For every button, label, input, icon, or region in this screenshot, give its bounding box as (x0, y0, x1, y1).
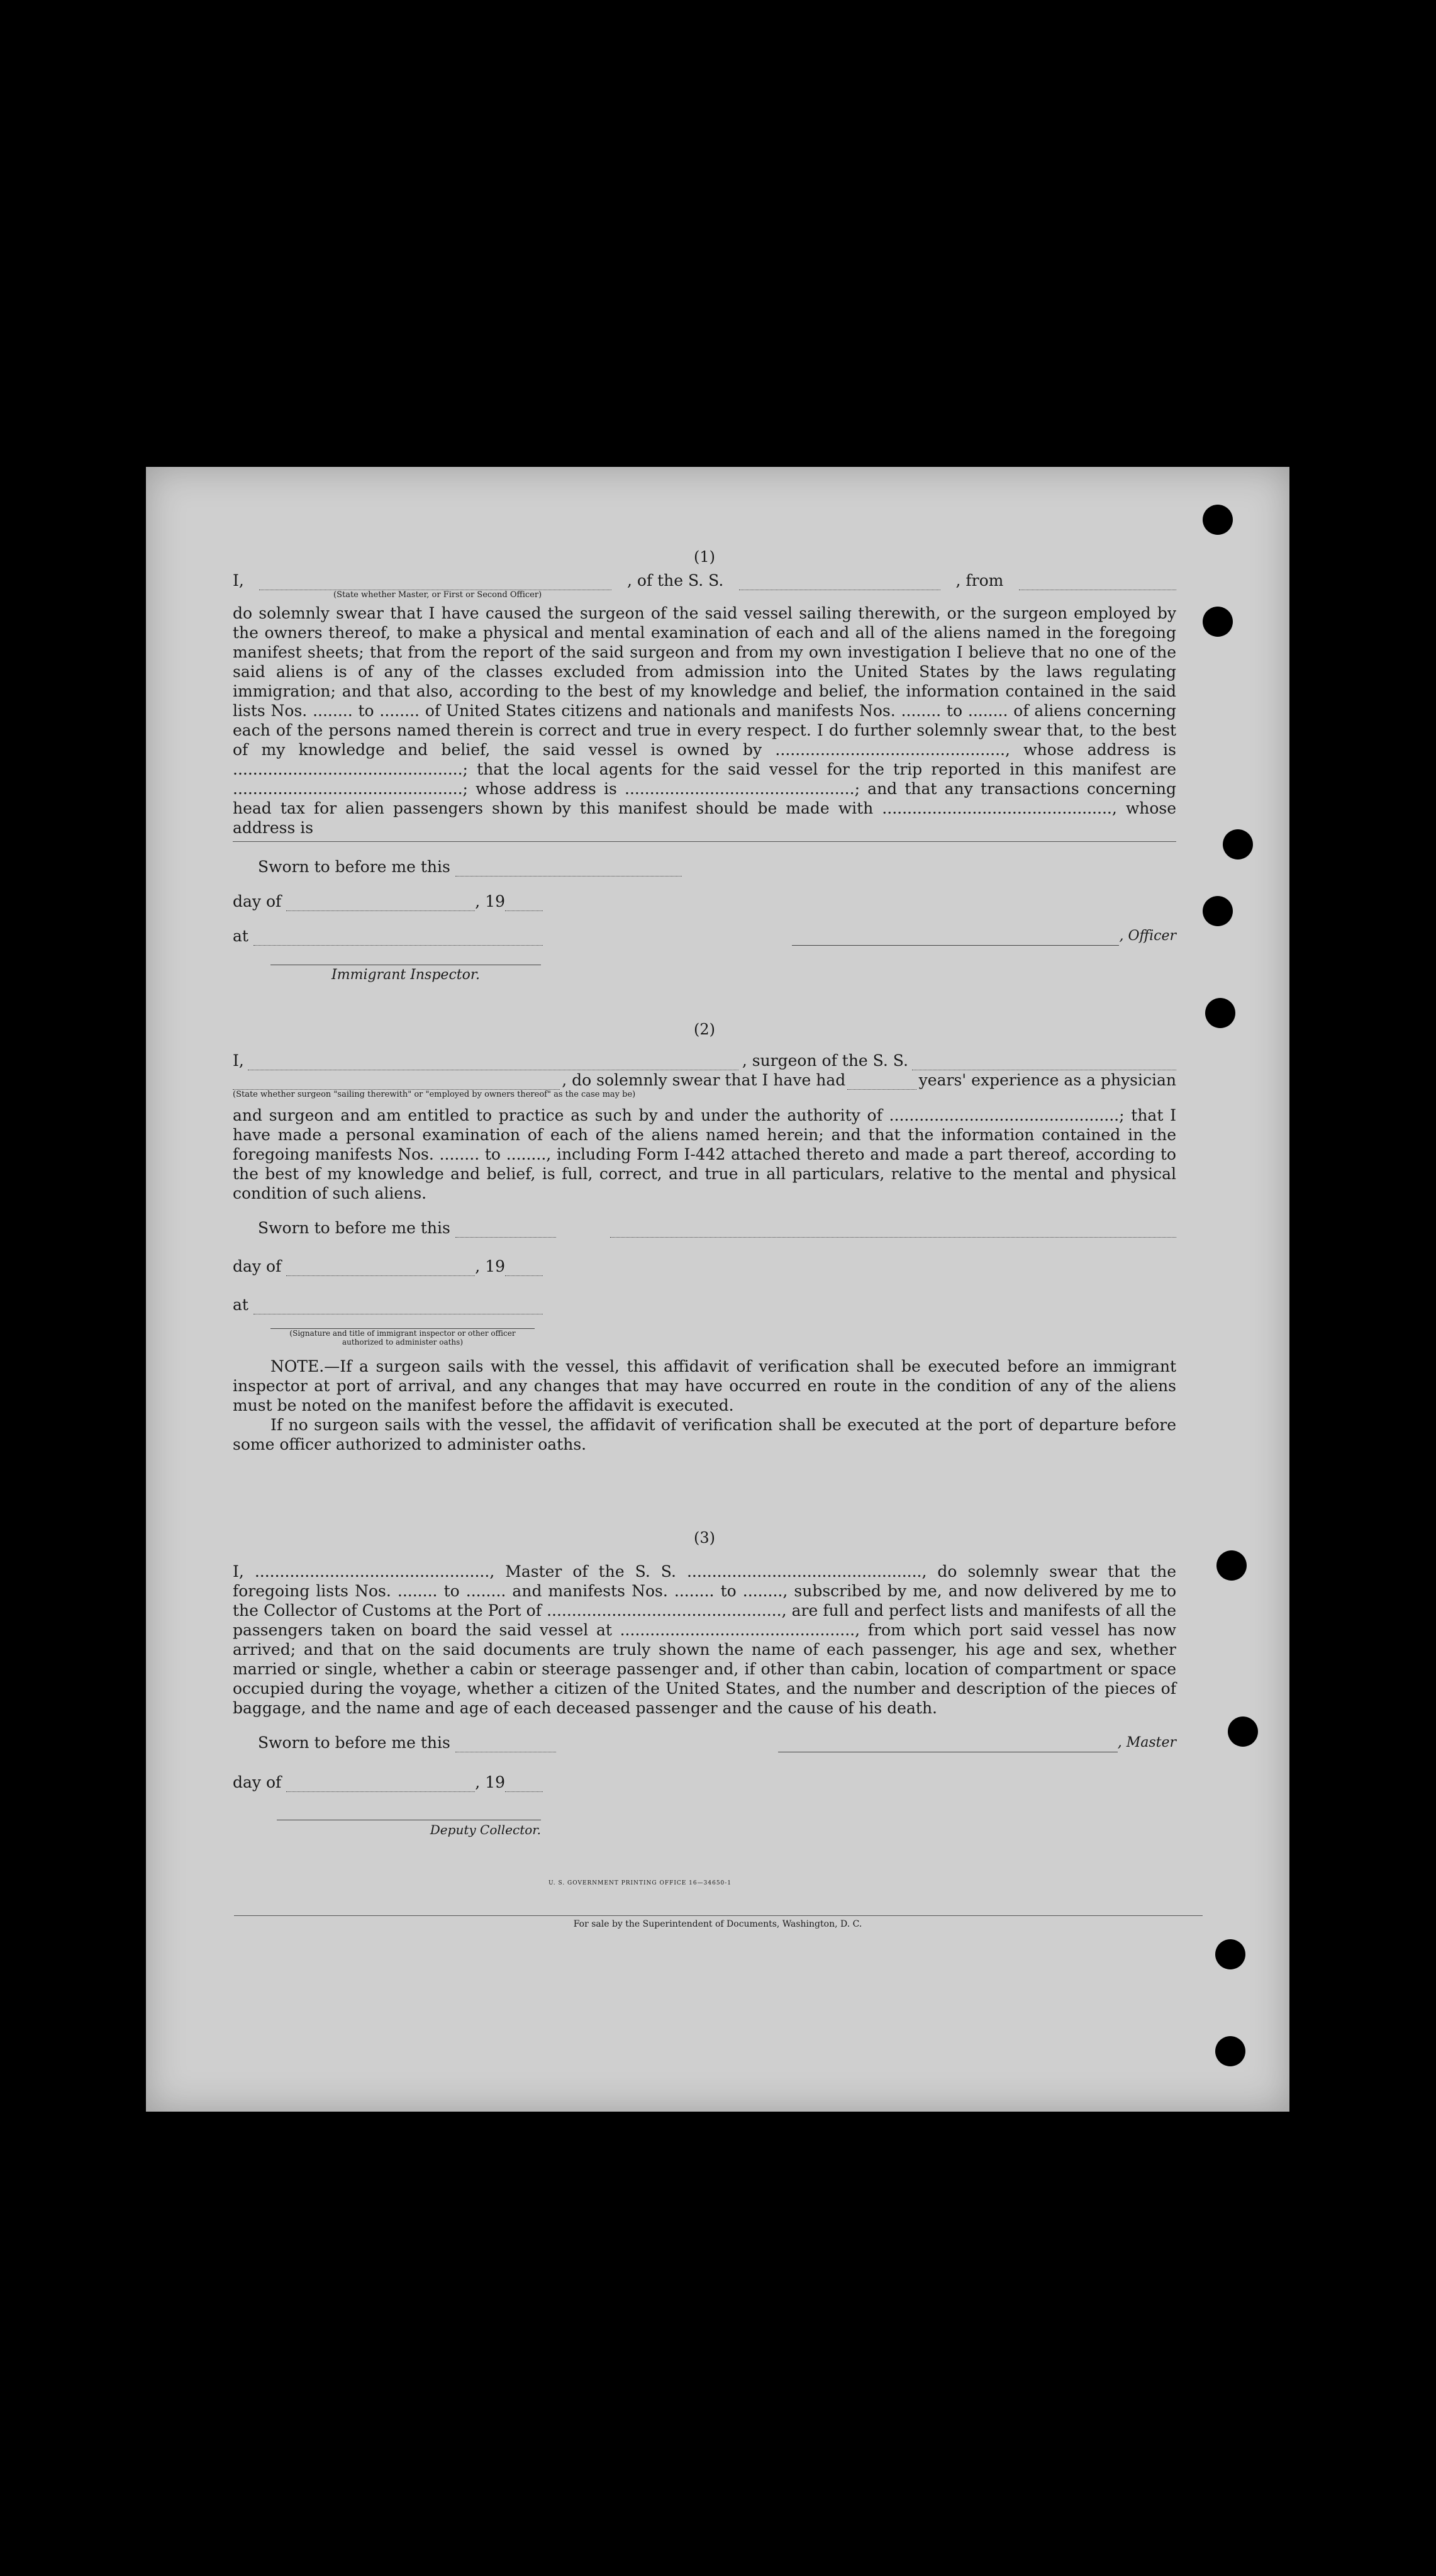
section-2-caption: (State whether surgeon "sailing therewith" or "employed by owners thereof" as the case may be) (233, 1090, 636, 1099)
at-place-field (253, 934, 543, 946)
sworn-label: Sworn to before me this (258, 858, 450, 876)
printer-imprint: U. S. GOVERNMENT PRINTING OFFICE 16—34650-1 (548, 1880, 732, 1886)
surgeon-signature-field (610, 1226, 1176, 1238)
master-signature-field (778, 1740, 1118, 1752)
surgeon-vessel-field (912, 1058, 1176, 1070)
note-2: If no surgeon sails with the vessel, the affidavit of verification shall be executed at the port of departure before some officer authorized to administer oaths. (233, 1416, 1176, 1453)
surgeon-status-field (233, 1078, 560, 1090)
punch-hole (1203, 607, 1233, 637)
footer-text: For sale by the Superintendent of Documents, Washington, D. C. (573, 1919, 862, 1929)
section-3-number: (3) (694, 1529, 715, 1547)
day-line-3 (233, 1772, 1176, 1792)
manifest-back-page (146, 467, 1289, 2112)
section-1-number: (1) (694, 548, 715, 566)
day-line-1 (233, 892, 1176, 911)
punch-hole (1223, 829, 1253, 860)
surgeon-of-ss-label: , surgeon of the S. S. (742, 1051, 908, 1070)
footer-rule (234, 1915, 1203, 1916)
sworn-day-field (455, 865, 682, 876)
section-2-prefix: I, (233, 1051, 244, 1070)
surgeon-name-field (248, 1058, 738, 1070)
section-2-swear-line (233, 1070, 1176, 1090)
punch-hole (1203, 896, 1233, 926)
section-1-body: do solemnly swear that I have caused the surgeon of the said vessel sailing therewith, or the surgeon employed by the owners thereof, to make a physical and mental examination of each and all of the aliens named in the foregoing manifest sheets; that from the report of the said surgeon and from my own investigation I believe that no one of the said aliens is of any of the classes excluded from admission into the United States by the laws regulating immigration; and that also, according to the best of my knowledge and belief, the information contained in the said lists Nos. ........ to ........ of United States citizens and nationals and manifests Nos. ........ to ........ of aliens concerning each of the persons named therein is correct and true in every respect. I do further solemnly swear that, to the best of my knowledge and belief, the said vessel is owned by .............................................., whose address is ..............................................; that the local agents for the said vessel for the trip reported in this manifest are ..............................................; whose address is ..............................................; and that any transactions concerning head tax for alien passengers shown by this manifest should be made with .............................................., whose address is (233, 604, 1176, 837)
officer-label: , Officer (1119, 928, 1176, 944)
punch-hole (1203, 505, 1233, 535)
years-field (847, 1078, 916, 1090)
sworn-line-2 (233, 1218, 1176, 1238)
section-1-header-line (233, 571, 1176, 590)
punch-hole (1215, 1939, 1245, 1969)
year-field (505, 899, 543, 911)
at-place-field-2 (253, 1302, 543, 1314)
month-field-2 (286, 1264, 475, 1276)
signature-caption: (Signature and title of immigrant inspector or other officer authorized to administer oaths) (289, 1329, 516, 1347)
sworn-label-3: Sworn to before me this (258, 1733, 450, 1752)
punch-hole (1228, 1716, 1258, 1747)
month-field-3 (286, 1780, 475, 1792)
at-line-2 (233, 1295, 1176, 1314)
swear-label: , do solemnly swear that I have had (562, 1071, 846, 1089)
section-2-header-line (233, 1051, 1176, 1070)
at-line-1 (233, 926, 1176, 946)
from-port-field (1019, 578, 1176, 590)
officer-name-field (259, 578, 611, 590)
vessel-name-field (739, 578, 940, 590)
officer-signature-field (792, 934, 1119, 946)
note-1: NOTE.—If a surgeon sails with the vessel, this affidavit of verification shall be executed before an immigrant inspector at port of arrival, and any changes that may have occurred en route in the condition of any of the aliens must be noted on the manifest before the affidavit is executed. (233, 1357, 1176, 1414)
punch-hole (1215, 2036, 1245, 2066)
day-of-label: day of (233, 892, 282, 910)
section-2-body: and surgeon and am entitled to practice as such by and under the authority of ..............................................; that I have made a personal examination of each of the aliens named herein; and that the information contained in the foregoing manifests Nos. ........ to ........, including Form I-442 attached thereto and made a part thereof, according to the best of my knowledge and belief, is full, correct, and true in all particulars, relative to the mental and physical condition of such aliens. (233, 1106, 1176, 1202)
sworn-label-2: Sworn to before me this (258, 1219, 450, 1237)
inspector-label: Immigrant Inspector. (331, 967, 480, 983)
at-label: at (233, 927, 248, 945)
day-line-2 (233, 1257, 1176, 1276)
month-field (286, 899, 475, 911)
from-label: , from (955, 571, 1004, 590)
sworn-day-field-2 (455, 1226, 556, 1238)
section-2-number: (2) (694, 1021, 715, 1038)
sworn-day-field-3 (455, 1740, 556, 1752)
section-1-caption: (State whether Master, or First or Second Officer) (333, 590, 542, 600)
deputy-label: Deputy Collector. (430, 1822, 541, 1837)
year-field-2 (505, 1264, 543, 1276)
year-field-3 (505, 1780, 543, 1792)
year-label: , 19 (475, 892, 506, 910)
punch-hole (1205, 998, 1235, 1028)
punch-hole (1216, 1550, 1247, 1581)
at-label-2: at (233, 1296, 248, 1314)
affidavits (233, 542, 1176, 1840)
day-of-label-2: day of (233, 1257, 282, 1275)
sworn-line-3 (233, 1733, 1176, 1752)
section-3-body: I, ..............................................., Master of the S. S. ..............................................., do solemnly swear that the foregoing lists Nos. ........ to ........ and manifests Nos. ........ to ........, subscribed by me, and now delivered by me to the Collector of Customs at the Port of ..............................................., are full and perfect lists and manifests of all the passengers taken on board the said vessel at ..............................................., from which port said vessel has now arrived; and that on the said documents are truly shown the name of each passenger, his age and sex, whether married or single, whether a cabin or steerage passenger and, if other than cabin, location of compartment or space occupied during the voyage, whether a citizen of the United States, and the number and description of the pieces of baggage, and the name and age of each deceased passenger and the cause of his death. (233, 1562, 1176, 1717)
section-1-rule (233, 841, 1176, 842)
year-label-3: , 19 (475, 1773, 506, 1791)
year-label-2: , 19 (475, 1257, 506, 1275)
master-label: , Master (1117, 1735, 1176, 1750)
of-ss-label: , of the S. S. (626, 571, 724, 590)
years-label: years' experience as a physician (918, 1071, 1176, 1089)
sworn-line-1 (233, 857, 1176, 876)
section-1-prefix: I, (233, 571, 244, 590)
day-of-label-3: day of (233, 1773, 282, 1791)
